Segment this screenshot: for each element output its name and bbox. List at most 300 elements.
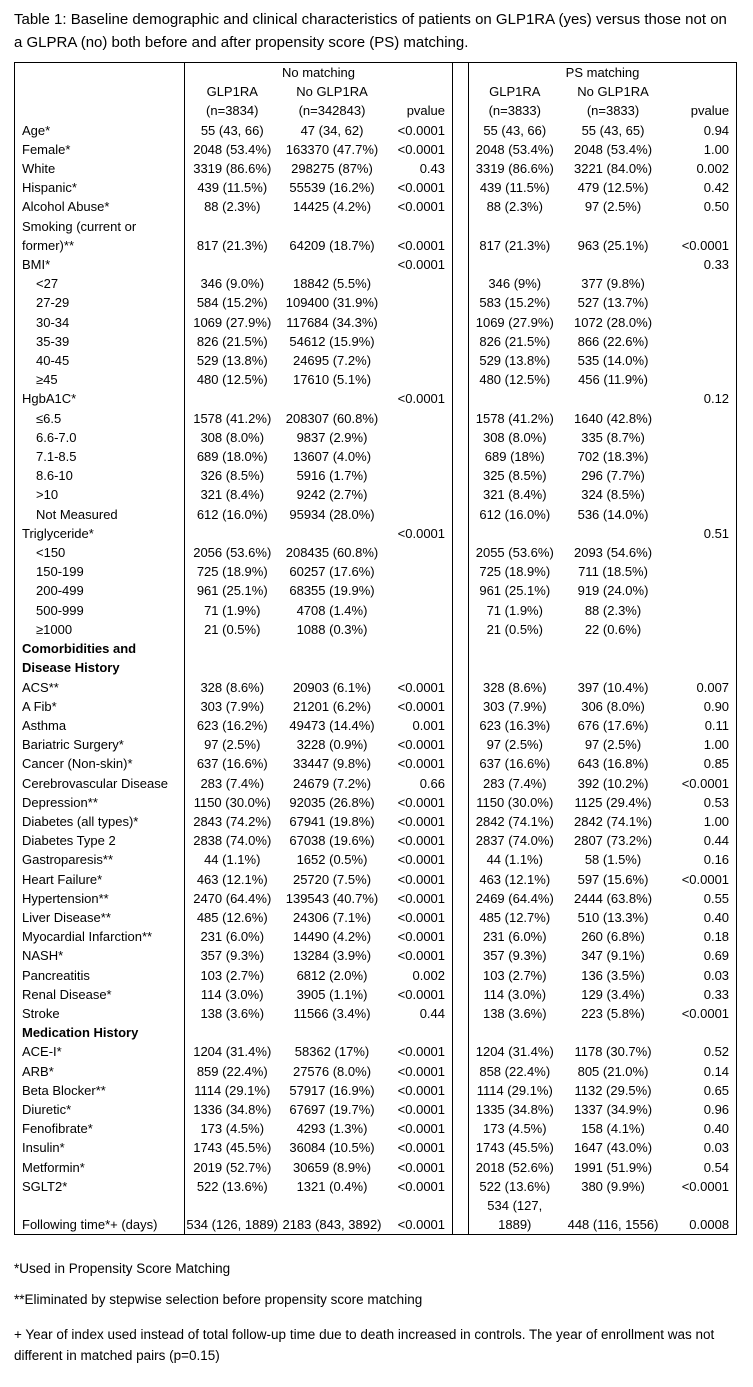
group-divider-cell xyxy=(453,1177,469,1196)
value-cell: 114 (3.0%) xyxy=(200,986,264,1002)
pvalue-cell: 0.14 xyxy=(703,1063,730,1079)
value-cell: 711 (18.5%) xyxy=(578,564,648,580)
pvalue-cell xyxy=(385,601,453,620)
value-cell: 326 (8.5%) xyxy=(200,468,265,484)
table-row xyxy=(15,908,737,927)
value-cell: 2807 (73.2%) xyxy=(573,833,653,849)
table-row xyxy=(15,428,737,447)
pvalue-cell: 1.00 xyxy=(703,141,730,157)
group-divider-cell xyxy=(453,562,469,581)
value-cell xyxy=(280,255,385,274)
table-row xyxy=(15,678,737,697)
pvalue-cell: <0.0001 xyxy=(397,986,446,1002)
value-cell: 129 (3.4%) xyxy=(581,986,645,1002)
table-row xyxy=(15,351,737,370)
table-row xyxy=(15,1119,737,1138)
empty-header-cell xyxy=(666,82,737,101)
value-cell: 1743 (45.5%) xyxy=(193,1140,272,1156)
pvalue-cell: 0.33 xyxy=(703,257,730,273)
pvalue-cell: <0.0001 xyxy=(681,1178,730,1194)
pvalue-cell xyxy=(666,409,737,428)
value-cell: 1335 (34.8%) xyxy=(475,1101,554,1117)
value-cell xyxy=(185,1023,280,1042)
value-cell: 117684 (34.3%) xyxy=(286,314,378,330)
value-cell: 22 (0.6%) xyxy=(584,621,642,637)
pvalue-cell: 0.40 xyxy=(703,1121,730,1137)
row-label: Bariatric Surgery* xyxy=(15,735,185,754)
table-row xyxy=(15,639,737,677)
row-label: 7.1-8.5 xyxy=(15,447,185,466)
value-cell: 103 (2.7%) xyxy=(200,967,265,983)
value-cell: 1743 (45.5%) xyxy=(475,1140,554,1156)
value-cell: 612 (16.0%) xyxy=(196,506,268,522)
col-header-no-glp1ra: No GLP1RA xyxy=(296,84,368,100)
value-cell: 4708 (1.4%) xyxy=(296,602,368,618)
group-divider-cell xyxy=(453,293,469,312)
table-row xyxy=(15,543,737,562)
value-cell: 1072 (28.0%) xyxy=(573,314,653,330)
pvalue-cell xyxy=(385,274,453,293)
value-cell: 95934 (28.0%) xyxy=(289,506,375,522)
row-label: 8.6-10 xyxy=(15,466,185,485)
pvalue-cell: <0.0001 xyxy=(397,909,446,925)
value-cell: 138 (3.6%) xyxy=(482,1005,547,1021)
row-label: Depression** xyxy=(15,793,185,812)
group-divider-cell xyxy=(453,908,469,927)
pvalue-cell xyxy=(385,428,453,447)
value-cell: 1337 (34.9%) xyxy=(573,1101,653,1117)
col-header-no-glp1ra: No GLP1RA xyxy=(577,84,649,100)
group-divider-cell xyxy=(453,1042,469,1061)
pvalue-cell: 0.94 xyxy=(703,122,730,138)
value-cell xyxy=(185,389,280,408)
value-cell: 346 (9%) xyxy=(488,276,542,292)
table-caption: Table 1: Baseline demographic and clinical characteristics of patients on GLP1RA (yes) versus those not on a GLPRA (no) both before and after propensity score (PS) matching. xyxy=(14,11,727,51)
value-cell: 308 (8.0%) xyxy=(482,429,547,445)
table-row xyxy=(15,389,737,408)
row-label: Fenofibrate* xyxy=(15,1119,185,1138)
value-cell: 1578 (41.2%) xyxy=(475,410,554,426)
group-divider-cell xyxy=(453,159,469,178)
group-divider-cell xyxy=(453,697,469,716)
value-cell xyxy=(280,524,385,543)
value-cell: 3228 (0.9%) xyxy=(296,737,368,753)
pvalue-cell: <0.0001 xyxy=(397,1063,446,1079)
group-divider-cell xyxy=(453,505,469,524)
pvalue-cell xyxy=(385,332,453,351)
pvalue-cell xyxy=(666,639,737,677)
value-cell: 103 (2.7%) xyxy=(482,967,547,983)
value-cell xyxy=(280,389,385,408)
pvalue-cell: <0.0001 xyxy=(397,1101,446,1117)
value-cell: 529 (13.8%) xyxy=(196,353,268,369)
value-cell: 21 (0.5%) xyxy=(486,621,543,637)
value-cell: 71 (1.9%) xyxy=(204,602,261,618)
footnotes xyxy=(14,1259,739,1367)
value-cell: 321 (8.4%) xyxy=(482,487,547,503)
value-cell: 725 (18.9%) xyxy=(479,564,551,580)
value-cell: 456 (11.9%) xyxy=(578,372,648,388)
n-glp1ra-ps-matching: (n=3833) xyxy=(488,103,541,119)
table-row xyxy=(15,831,737,850)
pvalue-cell: 0.0008 xyxy=(689,1217,730,1233)
pvalue-cell: <0.0001 xyxy=(397,852,446,868)
value-cell xyxy=(561,639,666,677)
table-row xyxy=(15,927,737,946)
pvalue-cell: 0.66 xyxy=(419,775,446,791)
value-cell: 303 (7.9%) xyxy=(482,698,547,714)
group-divider-cell xyxy=(453,1138,469,1157)
value-cell: 866 (22.6%) xyxy=(577,333,649,349)
value-cell: 858 (22.4%) xyxy=(479,1063,551,1079)
value-cell: 57917 (16.9%) xyxy=(289,1082,375,1098)
group-divider-cell xyxy=(453,850,469,869)
value-cell: 919 (24.0%) xyxy=(577,583,649,599)
group-divider-cell xyxy=(453,889,469,908)
column-header-row xyxy=(15,82,737,101)
pvalue-cell: 0.18 xyxy=(703,929,730,945)
value-cell: 208435 (60.8%) xyxy=(285,545,379,561)
value-cell: 136 (3.5%) xyxy=(581,967,645,983)
pvalue-cell xyxy=(385,351,453,370)
row-label: Hypertension** xyxy=(15,889,185,908)
pvalue-cell: <0.0001 xyxy=(397,1082,446,1098)
table-row xyxy=(15,274,737,293)
pvalue-cell: <0.0001 xyxy=(397,180,446,196)
value-cell: 2469 (64.4%) xyxy=(475,890,554,906)
value-cell: 357 (9.3%) xyxy=(200,948,265,964)
group-divider-cell xyxy=(453,121,469,140)
pvalue-cell: 0.001 xyxy=(412,717,446,733)
group-divider-cell xyxy=(453,389,469,408)
pvalue-cell xyxy=(666,370,737,389)
pvalue-cell: <0.0001 xyxy=(397,698,446,714)
value-cell: 138 (3.6%) xyxy=(200,1005,265,1021)
value-cell: 2843 (74.2%) xyxy=(193,813,272,829)
value-cell: 485 (12.7%) xyxy=(479,909,551,925)
row-label: 200-499 xyxy=(15,581,185,600)
value-cell xyxy=(280,1023,385,1042)
pvalue-cell xyxy=(666,274,737,293)
value-cell: 637 (16.6%) xyxy=(196,756,268,772)
value-cell: 92035 (26.8%) xyxy=(289,794,375,810)
value-cell: 1088 (0.3%) xyxy=(296,621,368,637)
row-label: Myocardial Infarction** xyxy=(15,927,185,946)
row-label: Diabetes Type 2 xyxy=(15,831,185,850)
row-label: A Fib* xyxy=(15,697,185,716)
row-label: ≥1000 xyxy=(15,620,185,639)
table-body xyxy=(15,121,737,1235)
value-cell xyxy=(185,639,280,677)
value-cell: 1114 (29.1%) xyxy=(476,1082,553,1098)
value-cell: 1150 (30.0%) xyxy=(476,794,554,810)
value-cell: 97 (2.5%) xyxy=(486,737,543,753)
row-label: Cerebrovascular Disease xyxy=(15,774,185,793)
value-cell xyxy=(561,524,666,543)
pvalue-cell: <0.0001 xyxy=(397,679,446,695)
group-divider-cell xyxy=(453,274,469,293)
value-cell: 21 (0.5%) xyxy=(204,621,261,637)
group-divider-cell xyxy=(453,197,469,216)
pvalue-cell: 0.007 xyxy=(696,679,730,695)
group-divider-cell xyxy=(453,543,469,562)
value-cell: 60257 (17.6%) xyxy=(289,564,375,580)
value-cell: 1321 (0.4%) xyxy=(296,1178,368,1194)
value-cell: 88 (2.3%) xyxy=(584,602,642,618)
value-cell: 97 (2.5%) xyxy=(204,737,261,753)
value-cell: 55 (43, 66) xyxy=(200,122,264,138)
value-cell: 623 (16.2%) xyxy=(196,717,268,733)
pvalue-cell: 0.69 xyxy=(703,948,730,964)
row-label: SGLT2* xyxy=(15,1177,185,1196)
table-row xyxy=(15,197,737,216)
table-row xyxy=(15,1081,737,1100)
pvalue-cell: <0.0001 xyxy=(681,775,730,791)
row-label: Metformin* xyxy=(15,1158,185,1177)
pvalue-cell: 0.51 xyxy=(703,525,730,541)
pvalue-cell: <0.0001 xyxy=(397,525,446,541)
row-label: BMI* xyxy=(15,255,185,274)
pvalue-cell xyxy=(385,1023,453,1042)
value-cell: 283 (7.4%) xyxy=(200,775,265,791)
value-cell: 534 (127, 1889) xyxy=(487,1197,543,1233)
value-cell: 2056 (53.6%) xyxy=(193,545,272,561)
row-label: ACE-I* xyxy=(15,1042,185,1061)
value-cell: 1336 (34.8%) xyxy=(193,1101,272,1117)
table-row xyxy=(15,159,737,178)
value-cell: 18842 (5.5%) xyxy=(292,276,372,292)
row-label: ARB* xyxy=(15,1062,185,1081)
pvalue-cell: 0.03 xyxy=(703,967,730,983)
table-row xyxy=(15,1158,737,1177)
value-cell: 21201 (6.2%) xyxy=(292,698,372,714)
table-row xyxy=(15,1023,737,1042)
value-cell: 817 (21.3%) xyxy=(196,237,268,253)
value-cell: 2838 (74.0%) xyxy=(193,833,272,849)
value-cell: 439 (11.5%) xyxy=(479,180,550,196)
value-cell: 2048 (53.4%) xyxy=(193,141,272,157)
value-cell: 3319 (86.6%) xyxy=(475,161,554,177)
group-divider-cell xyxy=(453,716,469,735)
pvalue-cell: 0.50 xyxy=(703,199,730,215)
value-cell: 36084 (10.5%) xyxy=(289,1140,375,1156)
value-cell: 1991 (51.9%) xyxy=(573,1159,653,1175)
value-cell: 324 (8.5%) xyxy=(581,487,645,503)
row-label: Not Measured xyxy=(15,505,185,524)
value-cell: 1652 (0.5%) xyxy=(296,852,368,868)
table-row xyxy=(15,370,737,389)
pvalue-cell: <0.0001 xyxy=(397,929,446,945)
pvalue-cell: 0.002 xyxy=(696,161,730,177)
value-cell: 3905 (1.1%) xyxy=(296,986,368,1002)
value-cell: 88 (2.3%) xyxy=(204,199,261,215)
value-cell: 6812 (2.0%) xyxy=(296,967,368,983)
pvalue-cell: <0.0001 xyxy=(397,833,446,849)
n-no-glp1ra-ps-matching: (n=3833) xyxy=(586,103,640,119)
value-cell: 71 (1.9%) xyxy=(486,602,543,618)
group-divider-cell xyxy=(453,639,469,677)
group-divider-cell xyxy=(453,754,469,773)
table-row xyxy=(15,505,737,524)
pvalue-cell: 0.002 xyxy=(412,967,446,983)
value-cell: 689 (18.0%) xyxy=(196,449,268,465)
pvalue-cell xyxy=(385,581,453,600)
group-divider-cell xyxy=(453,351,469,370)
table-row xyxy=(15,562,737,581)
group-divider-cell xyxy=(453,485,469,504)
group-divider-cell xyxy=(453,370,469,389)
pvalue-cell: 0.33 xyxy=(703,986,730,1002)
value-cell: 25720 (7.5%) xyxy=(292,871,372,887)
group-divider-cell xyxy=(453,140,469,159)
footnote: **Eliminated by stepwise selection before propensity score matching xyxy=(14,1292,423,1308)
pvalue-cell xyxy=(666,332,737,351)
value-cell: 2093 (54.6%) xyxy=(573,545,653,561)
value-cell: 24695 (7.2%) xyxy=(292,353,372,369)
row-label: ≤6.5 xyxy=(15,409,185,428)
group-divider-cell xyxy=(453,63,469,83)
value-cell: 1640 (42.8%) xyxy=(573,410,653,426)
table-row xyxy=(15,140,737,159)
value-cell: 325 (8.5%) xyxy=(482,468,547,484)
value-cell: 2837 (74.0%) xyxy=(475,833,554,849)
pvalue-cell: 0.11 xyxy=(704,717,730,733)
value-cell xyxy=(469,255,561,274)
value-cell: 13284 (3.9%) xyxy=(292,948,372,964)
value-cell: 14490 (4.2%) xyxy=(292,929,372,945)
value-cell: 522 (13.6%) xyxy=(196,1178,268,1194)
value-cell: 67697 (19.7%) xyxy=(289,1101,375,1117)
row-label: Medication History xyxy=(15,1023,185,1042)
value-cell: 298275 (87%) xyxy=(291,161,373,177)
footnote: + Year of index used instead of total follow-up time due to death increased in controls. The year of enrollment was not different in matched pairs (p=0.15) xyxy=(14,1327,715,1364)
empty-corner-cell xyxy=(15,101,185,120)
row-label: 6.6-7.0 xyxy=(15,428,185,447)
value-cell: 139543 (40.7%) xyxy=(285,890,379,906)
pvalue-cell xyxy=(666,620,737,639)
value-cell: 2183 (843, 3892) xyxy=(282,1217,382,1233)
pvalue-cell: 1.00 xyxy=(703,813,730,829)
pvalue-cell: <0.0001 xyxy=(681,1005,730,1021)
value-cell: 689 (18%) xyxy=(484,449,545,465)
value-cell: 109400 (31.9%) xyxy=(285,295,379,311)
pvalue-cell: <0.0001 xyxy=(397,756,446,772)
row-label: 27-29 xyxy=(15,293,185,312)
pvalue-cell: 0.96 xyxy=(703,1101,730,1117)
value-cell: 480 (12.5%) xyxy=(479,372,551,388)
pvalue-cell xyxy=(666,581,737,600)
table-row xyxy=(15,1100,737,1119)
group-divider-cell xyxy=(453,1081,469,1100)
value-cell: 328 (8.6%) xyxy=(200,679,265,695)
table-row xyxy=(15,985,737,1004)
group-divider-cell xyxy=(453,428,469,447)
value-cell: 54612 (15.9%) xyxy=(289,333,375,349)
table-row xyxy=(15,716,737,735)
table-row xyxy=(15,774,737,793)
pvalue-cell: <0.0001 xyxy=(397,813,446,829)
group-divider-cell xyxy=(453,1004,469,1023)
row-label: Renal Disease* xyxy=(15,985,185,1004)
table-row xyxy=(15,313,737,332)
table-row xyxy=(15,620,737,639)
sample-size-row xyxy=(15,101,737,120)
pvalue-cell xyxy=(666,543,737,562)
table-row xyxy=(15,293,737,312)
row-label: Comorbidities and Disease History xyxy=(15,639,185,677)
group-divider-cell xyxy=(453,332,469,351)
value-cell: 1204 (31.4%) xyxy=(193,1044,272,1060)
value-cell: 1114 (29.1%) xyxy=(194,1082,271,1098)
value-cell: 231 (6.0%) xyxy=(200,929,265,945)
value-cell: 173 (4.5%) xyxy=(200,1121,265,1137)
value-cell: 397 (10.4%) xyxy=(577,679,649,695)
table-row xyxy=(15,409,737,428)
value-cell: 817 (21.3%) xyxy=(479,237,551,253)
pvalue-cell xyxy=(385,562,453,581)
value-cell xyxy=(185,255,280,274)
group-divider-cell xyxy=(453,735,469,754)
value-cell: 392 (10.2%) xyxy=(577,775,649,791)
pvalue-cell: <0.0001 xyxy=(397,871,446,887)
value-cell: 231 (6.0%) xyxy=(482,929,547,945)
group-divider-cell xyxy=(453,1158,469,1177)
value-cell: 9837 (2.9%) xyxy=(296,429,368,445)
row-label: Gastroparesis** xyxy=(15,850,185,869)
value-cell: 2444 (63.8%) xyxy=(573,890,653,906)
value-cell: 55539 (16.2%) xyxy=(289,180,375,196)
value-cell: 4293 (1.3%) xyxy=(296,1121,368,1137)
group-divider-cell xyxy=(453,831,469,850)
pvalue-cell xyxy=(666,313,737,332)
value-cell: 88 (2.3%) xyxy=(486,199,543,215)
pvalue-cell xyxy=(666,1023,737,1042)
row-label: ≥45 xyxy=(15,370,185,389)
group-divider-cell xyxy=(453,581,469,600)
value-cell: 2842 (74.1%) xyxy=(475,813,554,829)
value-cell: 2470 (64.4%) xyxy=(193,890,272,906)
table-row xyxy=(15,601,737,620)
n-no-glp1ra-no-matching: (n=342843) xyxy=(298,103,366,119)
col-header-pvalue: pvalue xyxy=(690,103,730,119)
row-label: Triglyceride* xyxy=(15,524,185,543)
value-cell: 67941 (19.8%) xyxy=(289,813,375,829)
pvalue-cell xyxy=(385,466,453,485)
row-label: Stroke xyxy=(15,1004,185,1023)
pvalue-cell xyxy=(666,293,737,312)
group-divider-cell xyxy=(453,82,469,101)
pvalue-cell xyxy=(666,351,737,370)
value-cell: 347 (9.1%) xyxy=(581,948,645,964)
row-label: Beta Blocker** xyxy=(15,1081,185,1100)
n-glp1ra-no-matching: (n=3834) xyxy=(206,103,259,119)
group-divider-cell xyxy=(453,870,469,889)
value-cell: 30659 (8.9%) xyxy=(292,1159,372,1175)
pvalue-cell: 0.54 xyxy=(703,1159,730,1175)
value-cell: 14425 (4.2%) xyxy=(292,199,372,215)
table-header xyxy=(15,63,737,121)
value-cell: 208307 (60.8%) xyxy=(285,410,379,426)
group-divider-cell xyxy=(453,217,469,255)
empty-corner-cell xyxy=(15,82,185,101)
pvalue-cell xyxy=(666,447,737,466)
pvalue-cell: 0.85 xyxy=(703,756,730,772)
table-row xyxy=(15,735,737,754)
value-cell: 637 (16.6%) xyxy=(479,756,551,772)
table-row xyxy=(15,255,737,274)
value-cell: 448 (116, 1556) xyxy=(567,1217,659,1233)
value-cell: 33447 (9.8%) xyxy=(292,756,372,772)
